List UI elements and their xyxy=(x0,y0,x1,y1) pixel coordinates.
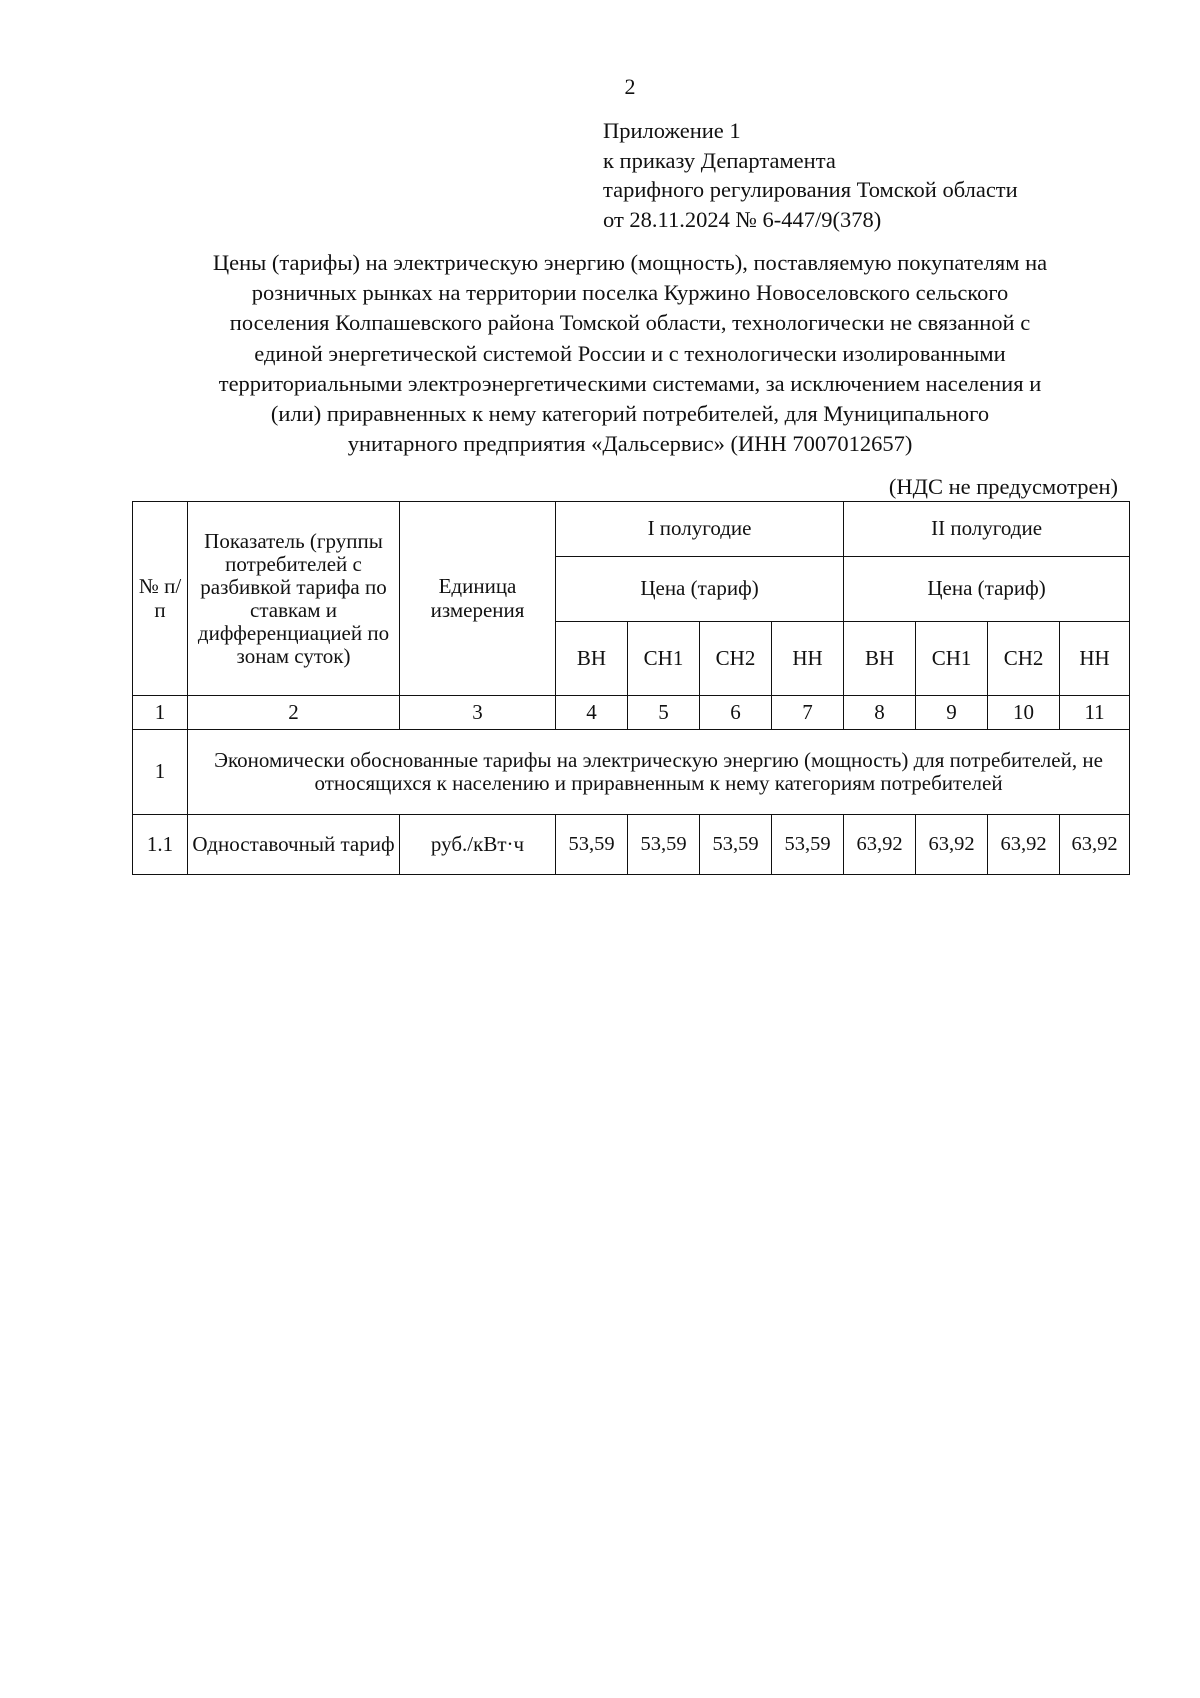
section-number: 1 xyxy=(133,730,188,815)
column-number: 7 xyxy=(772,696,844,730)
title-line: Цены (тарифы) на электрическую энергию (мощность), поставляемую покупателям на xyxy=(212,250,1048,275)
row-number: 1.1 xyxy=(133,815,188,875)
title-line: поселения Колпашевского района Томской области, технологически не связанной с xyxy=(229,310,1031,336)
tariff-value: 63,92 xyxy=(844,815,916,875)
document-title xyxy=(130,248,1130,459)
title-line: единой энергетической системой России и с технологически изолированными xyxy=(254,340,1006,366)
tariff-value: 53,59 xyxy=(628,815,700,875)
header-voltage-level: НН xyxy=(772,622,844,696)
column-number: 3 xyxy=(400,696,556,730)
appendix-block xyxy=(603,116,1018,234)
header-voltage-level: НН xyxy=(1060,622,1130,696)
header-price-1: Цена (тариф) xyxy=(556,557,844,622)
column-number: 4 xyxy=(556,696,628,730)
header-col-number: № п/п xyxy=(133,502,188,696)
section-row xyxy=(133,730,1130,815)
tariff-value: 53,59 xyxy=(700,815,772,875)
appendix-line: тарифного регулирования Томской области xyxy=(603,177,1018,202)
appendix-line: к приказу Департамента xyxy=(603,147,836,173)
header-col-indicator: Показатель (группы потребителей с разбивкой тарифа по ставкам и дифференциацией по зонам суток) xyxy=(188,502,400,696)
column-number: 2 xyxy=(188,696,400,730)
title-line: розничных рынках на территории поселка Куржино Новоселовского сельского xyxy=(251,280,1009,306)
tariff-value: 53,59 xyxy=(556,815,628,875)
tariff-value: 63,92 xyxy=(1060,815,1130,875)
page-number: 2 xyxy=(624,74,636,99)
column-number: 1 xyxy=(133,696,188,730)
tariff-value: 63,92 xyxy=(988,815,1060,875)
row-unit: руб./кВт·ч xyxy=(400,815,556,875)
column-number-row xyxy=(133,696,1130,730)
title-line: (или) приравненных к нему категорий потребителей, для Муниципального xyxy=(270,401,990,427)
tariff-value: 63,92 xyxy=(916,815,988,875)
header-voltage-level: СН1 xyxy=(628,622,700,696)
column-number: 6 xyxy=(700,696,772,730)
header-voltage-level: СН2 xyxy=(988,622,1060,696)
appendix-line: Приложение 1 xyxy=(603,118,741,143)
header-voltage-level: ВН xyxy=(844,622,916,696)
header-price-2: Цена (тариф) xyxy=(844,557,1130,622)
section-text: Экономически обоснованные тарифы на электрическую энергию (мощность) для потребителей, не относящихся к населению и приравненным к нему категориям потребителей xyxy=(188,730,1130,815)
column-number: 11 xyxy=(1060,696,1130,730)
header-col-unit: Единица измерения xyxy=(400,502,556,696)
vat-note: (НДС не предусмотрен) xyxy=(888,474,1118,499)
column-number: 10 xyxy=(988,696,1060,730)
row-indicator: Одноставочный тариф xyxy=(188,815,400,875)
header-voltage-level: СН2 xyxy=(700,622,772,696)
header-half-year-1: I полугодие xyxy=(556,502,844,557)
title-line: территориальными электроэнергетическими системами, за исключением населения и xyxy=(218,370,1042,396)
tariff-value: 53,59 xyxy=(772,815,844,875)
column-number: 9 xyxy=(916,696,988,730)
header-row xyxy=(133,502,1130,557)
column-number: 8 xyxy=(844,696,916,730)
tariff-table xyxy=(132,501,1130,875)
column-number: 5 xyxy=(628,696,700,730)
table-row xyxy=(133,815,1130,875)
header-voltage-level: СН1 xyxy=(916,622,988,696)
appendix-line: от 28.11.2024 № 6-447/9(378) xyxy=(603,206,882,232)
header-voltage-level: ВН xyxy=(556,622,628,696)
title-line: унитарного предприятия «Дальсервис» (ИНН 7007012657) xyxy=(347,431,913,457)
header-half-year-2: II полугодие xyxy=(844,502,1130,557)
